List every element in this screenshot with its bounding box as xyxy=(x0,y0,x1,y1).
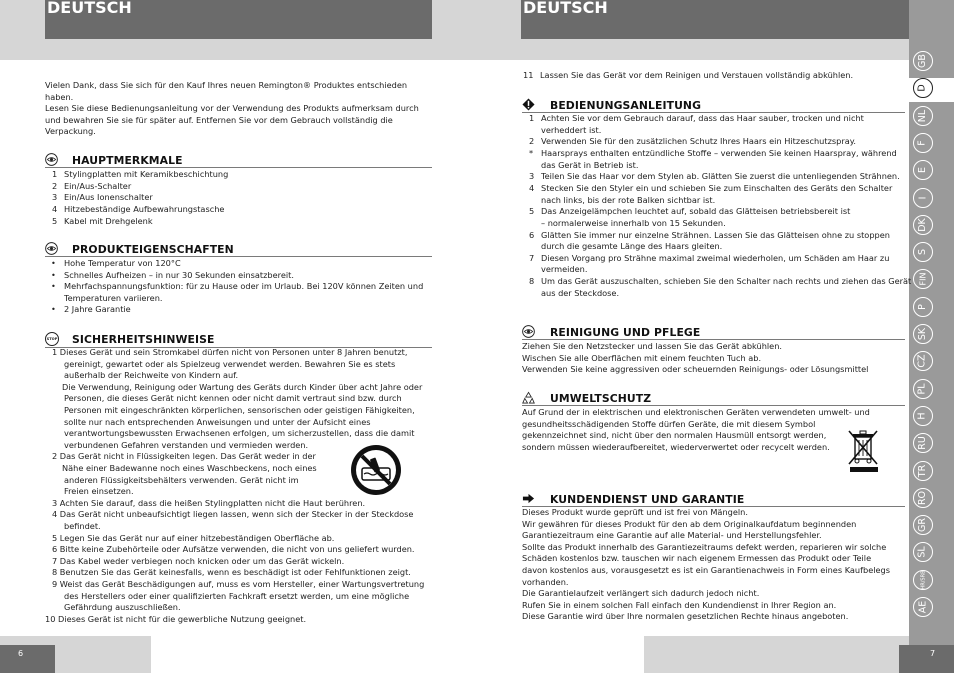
step-number: 6 xyxy=(529,229,535,240)
stop-icon: STOP xyxy=(45,332,59,346)
warning-icon xyxy=(522,98,535,111)
language-tab-gb[interactable]: GB xyxy=(913,51,933,71)
step-text: Um das Gerät auszuschalten, schieben Sie den Schalter nach rechts und ziehen das Gerät xyxy=(541,276,912,287)
step-text: Verwenden Sie für den zusätzlichen Schutz Ihres Haars ein Hitzeschutzspray. xyxy=(541,136,857,147)
safety-line: 3 Achten Sie darauf, dass die heißen Stylingplatten nicht die Haut berühren. xyxy=(52,497,366,508)
warranty-line: davon kostenlos aus, vorausgesetzt es ist ein Garantienachweis in Form eines Kaufbelegs xyxy=(522,565,891,575)
safety-line: Freien einsetzen. xyxy=(64,486,134,497)
bullet: • xyxy=(51,304,56,315)
step-number: 4 xyxy=(529,182,535,193)
step-number: * xyxy=(529,147,534,158)
safety-line: 7 Das Kabel weder verbiegen noch knicken oder um das Gerät wickeln. xyxy=(52,555,345,566)
language-tab-d[interactable]: D xyxy=(913,78,933,98)
list-item: Ein/Aus Ionenschalter xyxy=(64,192,153,203)
arrow-right-icon xyxy=(522,492,535,505)
cleaning-line: Verwenden Sie keine aggressiven oder scheuernden Reinigungs- oder Lösungsmittel xyxy=(522,364,869,375)
heading-sicherheitshinweise: SICHERHEITSHINWEISE xyxy=(72,333,215,346)
language-tab-sl[interactable]: SL xyxy=(913,542,933,562)
heading-reinigung: REINIGUNG UND PFLEGE xyxy=(550,326,701,339)
safety-line: des Herstellers oder einer qualifizierten Fachkraft ersetzt werden, um eine mögliche xyxy=(64,590,410,601)
step-text: das Gerät in Betrieb ist. xyxy=(541,159,639,170)
safety-line: Die Verwendung, Reinigung oder Wartung des Geräts durch Kinder über acht Jahre oder xyxy=(62,381,423,392)
intro-line: und bewahren Sie sie für später auf. Entfernen Sie vor dem Gebrauch vollständig die xyxy=(45,114,393,125)
environment-line: gesundheitsschädigenden Stoffe dürfen Geräte, die mit diesem Symbol xyxy=(522,418,816,429)
divider xyxy=(522,339,905,340)
list-item-number: 2 xyxy=(52,180,58,191)
language-tab-i[interactable]: I xyxy=(913,188,933,208)
crossed-bin-icon xyxy=(846,428,880,474)
safety-line: 2 Das Gerät nicht in Flüssigkeiten legen. Das Gerät weder in der xyxy=(52,451,316,462)
bullet: • xyxy=(51,281,56,292)
environment-line: gekennzeichnet sind, nicht über den normalen Hausmüll entsorgt werden, xyxy=(522,430,827,441)
step-number: 5 xyxy=(529,206,535,217)
page-number-box-right xyxy=(899,645,954,673)
list-item-number: 3 xyxy=(52,192,58,203)
item-number: 11 xyxy=(523,70,534,80)
language-tab-fin[interactable]: FIN xyxy=(913,269,933,289)
safety-line: 1 Dieses Gerät und sein Stromkabel dürfen nicht von Personen unter 8 Jahren benutzt, xyxy=(52,347,408,357)
environment-line: sondern müssen wiederaufbereitet, wiederverwertet oder recycelt werden. xyxy=(522,442,830,453)
language-tab-cz[interactable]: CZ xyxy=(913,351,933,371)
list-item: Temperaturen variieren. xyxy=(64,292,163,303)
safety-line: Personen, die dieses Gerät nicht kennen oder nicht damit vertraut sind bzw. durch xyxy=(64,393,402,404)
language-tab-ru[interactable]: RU xyxy=(913,433,933,453)
step-text: Das Anzeigelämpchen leuchtet auf, sobald das Glätteisen betriebsbereit ist xyxy=(541,206,851,217)
heading-hauptmerkmale: HAUPTMERKMALE xyxy=(72,154,183,167)
safety-line: gereinigt, gewartet oder als Spielzeug verwendet werden. Bewahren Sie es stets xyxy=(64,358,396,369)
intro-line: Lesen Sie diese Bedienungsanleitung vor der Verwendung des Produkts aufmerksam durch xyxy=(45,103,419,113)
language-tab-f[interactable]: F xyxy=(913,133,933,153)
safety-line: sollte nur nach entsprechenden Anweisungen und unter der Aufsicht eines xyxy=(64,416,371,427)
divider xyxy=(45,167,432,168)
list-item: Schnelles Aufheizen – in nur 30 Sekunden einsatzbereit. xyxy=(64,269,294,280)
language-tab-sk[interactable]: SK xyxy=(913,324,933,344)
safety-line: 4 Das Gerät nicht unbeaufsichtigt liegen lassen, wenn sich der Stecker in der Steckdose xyxy=(52,509,414,520)
safety-line: Gefährdung auszuschließen. xyxy=(64,602,181,613)
safety-line: befindet. xyxy=(64,521,101,531)
safety-line: Nähe einer Badewanne noch eines Waschbeckens, noch eines xyxy=(62,463,317,473)
divider xyxy=(45,256,432,257)
step-number: 3 xyxy=(529,171,535,182)
page-number-left: 6 xyxy=(18,649,24,658)
safety-line: verantwortungsbewussten Erwachsenen erfolgen, um sicherzustellen, dass die damit xyxy=(64,428,415,439)
step-text: Diesen Vorgang pro Strähne maximal zweimal wiederholen, um Schäden am Haar zu xyxy=(541,252,890,263)
safety-line: 6 Bitte keine Zubehörteile oder Aufsätze verwenden, die nicht von uns geliefert wurden. xyxy=(52,544,415,555)
cleaning-line: Wischen Sie alle Oberflächen mit einem feuchten Tuch ab. xyxy=(522,352,762,363)
step-text: durch die gesamte Länge des Haars gleiten. xyxy=(541,241,723,252)
warranty-line: Schäden kostenlos bzw. tauschen wir nach eigenem Ermessen das Produkt oder Teile xyxy=(522,553,872,564)
intro-line: Verpackung. xyxy=(45,126,96,136)
list-item: Hitzebeständige Aufbewahrungstasche xyxy=(64,204,225,215)
list-item: 2 Jahre Garantie xyxy=(64,304,131,315)
page-number-right: 7 xyxy=(930,649,936,658)
right-page-title: DEUTSCH xyxy=(521,0,909,39)
list-item: Kabel mit Drehgelenk xyxy=(64,215,153,226)
item-11-text: Lassen Sie das Gerät vor dem Reinigen und Verstauen vollständig abkühlen. xyxy=(540,70,854,80)
step-text: aus der Steckdose. xyxy=(541,287,620,298)
environment-line: Auf Grund der in elektrischen und elektronischen Geräten verwendeten umwelt- und xyxy=(522,407,870,417)
language-tab-e[interactable]: E xyxy=(913,160,933,180)
language-tab-s[interactable]: S xyxy=(913,242,933,262)
safety-line: anderen Flüssigkeitsbehälters verwenden. Gerät nicht im xyxy=(64,474,299,485)
language-tab-p[interactable]: P xyxy=(913,297,933,317)
list-item: Hohe Temperatur von 120°C xyxy=(64,258,181,268)
language-tab-hr-srb[interactable]: HR/SRB xyxy=(913,570,933,590)
warranty-line: Rufen Sie in einem solchen Fall einfach den Kundendienst in Ihrer Region an. xyxy=(522,599,837,610)
step-number: 7 xyxy=(529,252,535,263)
step-number: 1 xyxy=(529,113,535,123)
safety-line: 5 Legen Sie das Gerät nur auf einer hitzebeständigen Oberfläche ab. xyxy=(52,532,335,543)
list-item-number: 4 xyxy=(52,204,58,215)
list-item: Mehrfachspannungsfunktion: für zu Hause oder im Urlaub. Bei 120V können Zeiten und xyxy=(64,281,424,292)
language-tab-h[interactable]: H xyxy=(913,406,933,426)
step-text: verheddert ist. xyxy=(541,124,602,135)
warranty-line: Garantiezeitraum eine Garantie auf alle Material- und Herstellungsfehler. xyxy=(522,530,822,541)
step-text: Teilen Sie das Haar vor dem Stylen ab. Glätten Sie zuerst die untenliegenden Strähnen. xyxy=(541,171,900,182)
step-text: – normalerweise innerhalb von 15 Sekunden. xyxy=(541,217,726,228)
warranty-line: Dieses Produkt wurde geprüft und ist frei von Mängeln. xyxy=(522,507,748,517)
safety-line: 8 Benutzen Sie das Gerät keinesfalls, wenn es beschädigt ist oder Fehlfunktionen zeigt. xyxy=(52,567,411,578)
eye-icon xyxy=(45,153,58,166)
list-item: Stylingplatten mit Keramikbeschichtung xyxy=(64,169,229,179)
warranty-line: Sollte das Produkt innerhalb des Garantiezeitraums defekt werden, reparieren wir solche xyxy=(522,541,887,552)
cleaning-line: Ziehen Sie den Netzstecker und lassen Sie das Gerät abkühlen. xyxy=(522,341,783,351)
safety-line: außerhalb der Reichweite von Kindern auf. xyxy=(64,370,239,381)
language-tab-dk[interactable]: DK xyxy=(913,215,933,235)
heading-produkteigenschaften: PRODUKTEIGENSCHAFTEN xyxy=(72,243,234,256)
heading-bedienungsanleitung: BEDIENUNGSANLEITUNG xyxy=(550,99,702,112)
list-item: Ein/Aus-Schalter xyxy=(64,180,132,191)
bullet: • xyxy=(51,269,56,280)
list-item-number: 1 xyxy=(52,169,58,179)
intro-line: Vielen Dank, dass Sie sich für den Kauf Ihres neuen Remington® Produktes entschieden xyxy=(45,80,408,90)
page-number-box-left xyxy=(0,645,55,673)
step-text: Haarsprays enthalten entzündliche Stoffe – verwenden Sie keinen Haarspray, während xyxy=(541,147,897,158)
language-tab-ae[interactable]: AE xyxy=(913,597,933,617)
step-number: 8 xyxy=(529,276,535,287)
safety-line: verbundenen Gefahren verstanden und vermieden werden. xyxy=(64,439,309,450)
step-text: vermeiden. xyxy=(541,264,588,275)
recycle-icon xyxy=(522,391,535,404)
list-item-number: 5 xyxy=(52,215,58,226)
heading-umweltschutz: UMWELTSCHUTZ xyxy=(550,392,652,405)
language-tab-ro[interactable]: RO xyxy=(913,488,933,508)
eye-icon xyxy=(522,325,535,338)
safety-line: Personen mit eingeschränkten körperlichen, sensorischen oder geistigen Fähigkeiten, xyxy=(64,405,415,415)
step-text: Achten Sie vor dem Gebrauch darauf, dass das Haar sauber, trocken und nicht xyxy=(541,113,864,123)
bottom-band-right xyxy=(644,636,909,673)
safety-line: 10 Dieses Gerät ist nicht für die gewerbliche Nutzung geeignet. xyxy=(45,613,307,624)
warranty-line: vorhanden. xyxy=(522,576,569,587)
language-tab-tr[interactable]: TR xyxy=(913,461,933,481)
bullet: • xyxy=(51,258,56,268)
left-page-title: DEUTSCH xyxy=(45,0,432,39)
language-tab-nl[interactable]: NL xyxy=(913,106,933,126)
step-text: Stecken Sie den Styler ein und schieben Sie zum Einschalten des Geräts den Schalter xyxy=(541,182,893,193)
eye-icon xyxy=(45,242,58,255)
language-tab-gr[interactable]: GR xyxy=(913,515,933,535)
intro-line: haben. xyxy=(45,91,74,102)
step-text: Glätten Sie immer nur einzelne Strähnen. Lassen Sie das Glätteisen ohne zu stoppen xyxy=(541,229,890,240)
step-text: nach links, bis der rote Balken sichtbar ist. xyxy=(541,194,716,205)
warranty-line: Diese Garantie wird über Ihre normalen gesetzlichen Rechte hinaus angeboten. xyxy=(522,611,849,622)
step-number: 2 xyxy=(529,136,535,147)
safety-line: 9 Weist das Gerät Beschädigungen auf, muss es vom Hersteller, einer Wartungsvertretung xyxy=(52,579,425,589)
warranty-line: Die Garantielaufzeit verlängert sich dadurch jedoch nicht. xyxy=(522,588,760,599)
divider xyxy=(522,405,905,406)
warranty-line: Wir gewähren für dieses Produkt für den ab dem Originalkaufdatum beginnenden xyxy=(522,518,857,529)
language-tab-pl[interactable]: PL xyxy=(913,379,933,399)
heading-kundendienst: KUNDENDIENST UND GARANTIE xyxy=(550,493,745,506)
no-water-icon xyxy=(350,444,402,496)
